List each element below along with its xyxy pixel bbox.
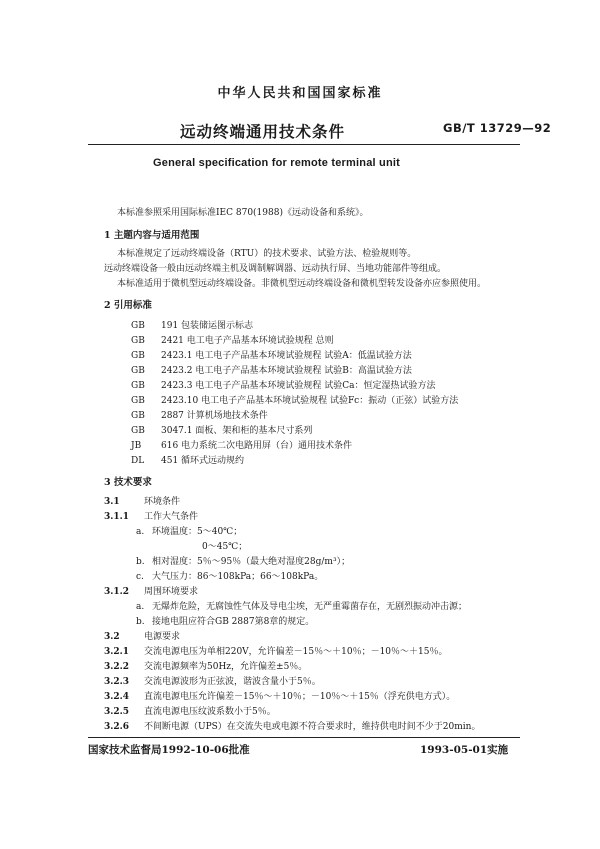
section-2-heading: 2 引用标准: [104, 300, 152, 311]
reference-item: GB 2423.3 电工电子产品基本环境试验规程 试验Ca：恒定湿热试验方法: [131, 381, 436, 391]
power-clause: 3.2.5 直流电源电压纹波系数小于5％。: [104, 707, 276, 717]
footer-rule: [88, 737, 520, 738]
section-1-heading: 1 主题内容与适用范围: [104, 230, 200, 241]
power-clause: 3.2.6 不间断电源（UPS）在交流失电或电源不符合要求时，维持供电时间不少于20min。: [104, 722, 481, 732]
list-item: 0～45℃；: [202, 542, 248, 552]
list-item: a. 环境温度：5～40℃；: [136, 527, 243, 537]
section-1-line: 本标准规定了远动终端设备（RTU）的技术要求、试验方法、检验规则等。: [117, 249, 417, 259]
reference-item: JB 616 电力系统二次电路用屏（台）通用技术条件: [131, 441, 353, 451]
section-3-heading: 3 技术要求: [104, 477, 152, 488]
standard-number: GB/T 13729—92: [443, 121, 552, 135]
reference-item: GB 191 包装储运图示标志: [131, 321, 254, 331]
reference-item: GB 2887 计算机场地技术条件: [131, 411, 268, 421]
power-clause: 3.2.1 交流电源电压为单相220V，允许偏差－15％～＋10％；－10％～＋15％。: [104, 647, 448, 657]
list-item: c. 大气压力：86～108kPa；66～108kPa。: [136, 572, 324, 582]
document-title: 远动终端通用技术条件: [180, 122, 346, 141]
reference-item: GB 2423.10 电工电子产品基本环境试验规程 试验Fc：振动（正弦）试验方法: [131, 396, 459, 406]
power-clause: 3.2.3 交流电源波形为正弦波，谐波含量小于5％。: [104, 677, 321, 687]
issuing-organization: 中华人民共和国国家标准: [217, 86, 383, 101]
reference-item: GB 3047.1 面板、架和柜的基本尺寸系列: [131, 426, 313, 436]
reference-item: GB 2421 电工电子产品基本环境试验规程 总则: [131, 336, 334, 346]
power-clause: 3.2.2 交流电源频率为50Hz，允许偏差±5％。: [104, 662, 308, 672]
clause-3-1-2: 3.1.2 周围环境要求: [104, 587, 199, 597]
section-1-line: 本标准适用于微机型远动终端设备。非微机型远动终端设备和微机型转发设备亦应参照使用。: [117, 279, 487, 289]
power-clause: 3.2.4 直流电源电压允许偏差－15％～＋10％；－10％～＋15％（浮充供电方式）。: [104, 692, 456, 702]
intro-text: 本标准参照采用国际标准IEC 870(1988)《远动设备和系统》。: [117, 208, 369, 218]
reference-item: GB 2423.1 电工电子产品基本环境试验规程 试验A：低温试验方法: [131, 351, 412, 361]
implementation-date: 1993-05-01实施: [420, 744, 509, 756]
clause-3-1-1: 3.1.1 工作大气条件: [104, 512, 199, 522]
list-item: a. 无爆炸危险，无腐蚀性气体及导电尘埃，无严重霉菌存在，无剧烈振动冲击源；: [136, 602, 468, 612]
clause-3-1: 3.1 环境条件: [104, 497, 181, 507]
clause-3-2: 3.2 电源要求: [104, 632, 181, 642]
section-1-line: 远动终端设备一般由远动终端主机及调制解调器、远动执行屏、当地功能部件等组成。: [104, 264, 447, 274]
list-item: b. 接地电阻应符合GB 2887第8章的规定。: [136, 617, 315, 627]
header-rule: [88, 144, 520, 145]
list-item: b. 相对湿度：5％～95％（最大绝对湿度28g/m³）；: [136, 557, 351, 567]
english-title: General specification for remote terminal unit: [153, 157, 400, 169]
reference-item: GB 2423.2 电工电子产品基本环境试验规程 试验B：高温试验方法: [131, 366, 412, 376]
approval-date: 国家技术监督局1992-10-06批准: [88, 744, 250, 756]
reference-item: DL 451 循环式远动规约: [131, 456, 245, 466]
